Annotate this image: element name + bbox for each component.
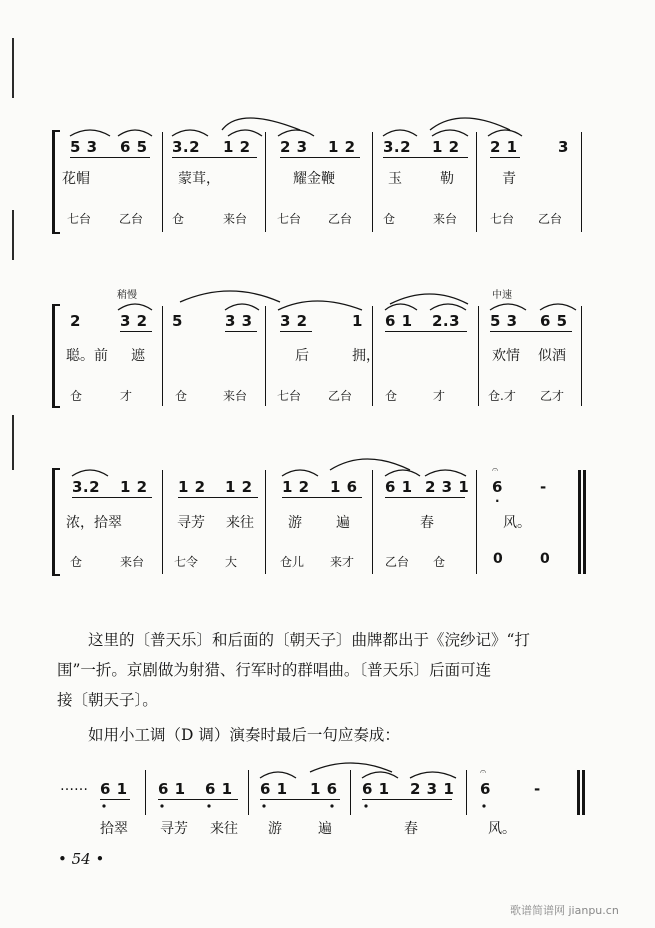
percussion-syllable: 仓 bbox=[70, 389, 83, 403]
note-group: 6 5 bbox=[120, 138, 148, 156]
beam-line bbox=[178, 497, 258, 498]
tempo-mark: 中速 bbox=[492, 290, 512, 301]
barline bbox=[162, 306, 163, 406]
lyric-text: 风。 bbox=[503, 515, 531, 531]
percussion-syllable: 来台 bbox=[120, 555, 145, 569]
barline bbox=[248, 770, 249, 815]
system-bracket bbox=[52, 468, 60, 576]
lyric-text: 游 bbox=[268, 821, 282, 837]
slur bbox=[278, 130, 314, 136]
barline bbox=[581, 132, 582, 232]
percussion-syllable: 来才 bbox=[330, 555, 355, 569]
slur bbox=[410, 772, 456, 778]
note-group: 1 2 bbox=[178, 478, 206, 496]
lyric-text: 遍 bbox=[336, 515, 350, 531]
barline bbox=[265, 306, 266, 406]
slur bbox=[228, 130, 262, 136]
slur bbox=[172, 130, 208, 136]
lyric-text: 勒 bbox=[440, 171, 454, 187]
percussion-syllable: 乙台 bbox=[538, 212, 563, 226]
percussion-syllable: 大 bbox=[225, 555, 238, 569]
slur bbox=[362, 772, 398, 778]
beam-line bbox=[172, 157, 257, 158]
binding-mark bbox=[12, 38, 14, 98]
final-barline bbox=[578, 470, 581, 574]
slur bbox=[383, 130, 417, 136]
note-group: 1 2 bbox=[223, 138, 251, 156]
note-group: 6 1 bbox=[158, 780, 186, 798]
beam-line bbox=[120, 331, 152, 332]
barline bbox=[145, 770, 146, 815]
beam-line bbox=[282, 497, 362, 498]
slur bbox=[425, 470, 466, 476]
note-group: 3.2 bbox=[72, 478, 101, 496]
lyric-text: 寻芳 bbox=[177, 515, 205, 531]
slur bbox=[222, 118, 300, 130]
barline bbox=[478, 306, 479, 406]
percussion-syllable: 来台 bbox=[223, 212, 248, 226]
percussion-syllable: 七台 bbox=[67, 212, 92, 226]
barline bbox=[265, 470, 266, 574]
note-group: 2.3 bbox=[432, 312, 461, 330]
system-bracket bbox=[52, 304, 60, 408]
final-barline bbox=[577, 770, 580, 815]
barline bbox=[162, 132, 163, 232]
lyric-text: 遍 bbox=[318, 821, 332, 837]
lyric-text: 游 bbox=[288, 515, 302, 531]
paragraph-line: 这里的〔普天乐〕和后面的〔朝天子〕曲牌都出于《浣纱记》“打 bbox=[88, 631, 530, 649]
note-group: 3 bbox=[558, 138, 569, 156]
octave-dots bbox=[102, 804, 485, 807]
percussion-syllable: 乙台 bbox=[328, 212, 353, 226]
beam-line bbox=[225, 331, 257, 332]
lyric-text: 似酒 bbox=[538, 348, 566, 364]
slur bbox=[278, 301, 362, 310]
barline bbox=[372, 132, 373, 232]
binding-mark bbox=[12, 210, 14, 260]
lyric-text: 春 bbox=[420, 515, 434, 531]
lyric-text: 拥， bbox=[352, 348, 380, 364]
note-group: 5 3 bbox=[490, 312, 518, 330]
system-bracket bbox=[52, 130, 60, 234]
percussion-syllable: 0 bbox=[540, 551, 550, 567]
note-group: 6 1 bbox=[260, 780, 288, 798]
percussion-syllable: 仓 bbox=[385, 389, 398, 403]
note-group: 1 2 bbox=[120, 478, 148, 496]
paragraph-line: 如用小工调（D 调）演奏时最后一句应奏成： bbox=[88, 726, 400, 744]
final-barline bbox=[582, 770, 585, 815]
note-group: 6 1 bbox=[385, 478, 413, 496]
note-group: 3 2 bbox=[280, 312, 308, 330]
beam-line bbox=[158, 799, 238, 800]
watermark-text: 歌谱简谱网 jianpu.cn bbox=[510, 904, 619, 917]
paragraph-line: 接〔朝天子〕。 bbox=[57, 691, 158, 709]
slur bbox=[540, 304, 576, 310]
slur bbox=[70, 130, 110, 136]
beam-line bbox=[70, 157, 150, 158]
slur bbox=[118, 304, 152, 310]
slur bbox=[72, 470, 108, 476]
percussion-syllable: 才 bbox=[433, 389, 446, 403]
beam-line bbox=[100, 799, 130, 800]
slur bbox=[488, 130, 522, 136]
note-group: 6 1 bbox=[100, 780, 128, 798]
percussion-syllable: 仓.才 bbox=[488, 389, 516, 403]
lyric-text: 欢情 bbox=[492, 348, 520, 364]
percussion-syllable: 来台 bbox=[433, 212, 458, 226]
lyric-text: 来往 bbox=[210, 821, 238, 837]
lyric-text: 花帽 bbox=[62, 171, 90, 187]
percussion-syllable: 仓 bbox=[383, 212, 396, 226]
percussion-syllable: 乙台 bbox=[119, 212, 144, 226]
slur bbox=[390, 294, 468, 304]
note-group: 2 bbox=[70, 312, 81, 330]
final-barline bbox=[583, 470, 586, 574]
fermata-icon: 𝄐 bbox=[480, 765, 487, 778]
percussion-syllable: 七台 bbox=[277, 389, 302, 403]
lead-ellipsis: …… bbox=[60, 778, 88, 794]
percussion-syllable: 七令 bbox=[174, 555, 199, 569]
lyric-text: 后 bbox=[295, 348, 309, 364]
lyric-text: 浓，拾翠 bbox=[66, 515, 122, 531]
binding-mark bbox=[12, 415, 14, 470]
slur bbox=[385, 304, 417, 310]
percussion-syllable: 乙台 bbox=[328, 389, 353, 403]
note-group: 2 3 1 bbox=[425, 478, 470, 496]
note-group: 2 3 1 bbox=[410, 780, 455, 798]
barline bbox=[476, 132, 477, 232]
percussion-syllable: 仓 bbox=[433, 555, 446, 569]
percussion-syllable: 来台 bbox=[223, 389, 248, 403]
percussion-syllable: 乙台 bbox=[385, 555, 410, 569]
note-group: 6 bbox=[480, 780, 491, 798]
note-group: 1 bbox=[352, 312, 363, 330]
slur bbox=[330, 459, 410, 470]
lyric-text: 拾翠 bbox=[100, 821, 128, 837]
slur bbox=[180, 291, 280, 302]
note-group: 1 2 bbox=[282, 478, 310, 496]
lyric-text: 聪。前 bbox=[66, 348, 108, 364]
lyric-text: 遮 bbox=[131, 348, 145, 364]
slur bbox=[282, 470, 318, 476]
note-group: 1 2 bbox=[432, 138, 460, 156]
note-group: 1 6 bbox=[310, 780, 338, 798]
lyric-text: 春 bbox=[404, 821, 418, 837]
note-group: 6 1 bbox=[362, 780, 390, 798]
percussion-syllable: 仓儿 bbox=[280, 555, 305, 569]
barline bbox=[466, 770, 467, 815]
slur bbox=[310, 763, 392, 772]
barline bbox=[372, 470, 373, 574]
slur bbox=[430, 118, 510, 130]
beam-line bbox=[490, 157, 520, 158]
lyric-text: 风。 bbox=[488, 821, 516, 837]
tempo-mark: 稍慢 bbox=[117, 290, 137, 301]
page-number: • 54 • bbox=[58, 850, 105, 868]
note-group: 6 1 bbox=[385, 312, 413, 330]
lyric-text: 来往 bbox=[226, 515, 254, 531]
barline bbox=[476, 470, 477, 574]
slur bbox=[432, 130, 468, 136]
note-group: 3 3 bbox=[225, 312, 253, 330]
note-group: - bbox=[534, 780, 541, 798]
note-group: 3.2 bbox=[172, 138, 201, 156]
percussion-syllable: 才 bbox=[120, 389, 133, 403]
paragraph-line: 围”一折。京剧做为射猎、行军时的群唱曲。〔普天乐〕后面可连 bbox=[57, 661, 492, 679]
beam-line bbox=[280, 157, 360, 158]
beam-line bbox=[260, 799, 340, 800]
percussion-syllable: 七台 bbox=[277, 212, 302, 226]
percussion-syllable: 0 bbox=[493, 551, 503, 567]
beam-line bbox=[72, 497, 152, 498]
lyric-text: 青 bbox=[502, 171, 516, 187]
lyric-text: 蒙茸， bbox=[178, 171, 220, 187]
slur bbox=[225, 304, 259, 310]
beam-line bbox=[280, 331, 312, 332]
note-group: 5 bbox=[172, 312, 183, 330]
percussion-syllable: 仓 bbox=[175, 389, 188, 403]
note-group: 2 1 bbox=[490, 138, 518, 156]
lyric-text: 玉 bbox=[388, 171, 402, 187]
barline bbox=[350, 770, 351, 815]
percussion-syllable: 七台 bbox=[490, 212, 515, 226]
note-group: 3 2 bbox=[120, 312, 148, 330]
note-group: - bbox=[540, 478, 547, 496]
slur bbox=[118, 130, 152, 136]
percussion-syllable: 乙才 bbox=[540, 389, 565, 403]
lyric-text: 耀金鞭 bbox=[293, 171, 335, 187]
percussion-syllable: 仓 bbox=[70, 555, 83, 569]
slur bbox=[490, 304, 526, 310]
beam-line bbox=[362, 799, 452, 800]
note-group: 1 2 bbox=[225, 478, 253, 496]
dot-below: · bbox=[495, 494, 500, 508]
barline bbox=[581, 306, 582, 406]
barline bbox=[265, 132, 266, 232]
note-group: 1 6 bbox=[330, 478, 358, 496]
note-group: 6 bbox=[492, 478, 503, 496]
note-group: 6 5 bbox=[540, 312, 568, 330]
percussion-syllable: 仓 bbox=[172, 212, 185, 226]
slur bbox=[385, 470, 420, 476]
slur bbox=[430, 304, 466, 310]
note-group: 1 2 bbox=[328, 138, 356, 156]
beam-line bbox=[385, 331, 467, 332]
slur bbox=[260, 772, 296, 778]
beam-line bbox=[490, 331, 572, 332]
beam-line bbox=[385, 497, 465, 498]
fermata-icon: 𝄐 bbox=[492, 463, 499, 476]
note-group: 6 1 bbox=[205, 780, 233, 798]
note-group: 5 3 bbox=[70, 138, 98, 156]
note-group: 2 3 bbox=[280, 138, 308, 156]
lyric-text: 寻芳 bbox=[160, 821, 188, 837]
beam-line bbox=[383, 157, 468, 158]
barline bbox=[162, 470, 163, 574]
note-group: 3.2 bbox=[383, 138, 412, 156]
